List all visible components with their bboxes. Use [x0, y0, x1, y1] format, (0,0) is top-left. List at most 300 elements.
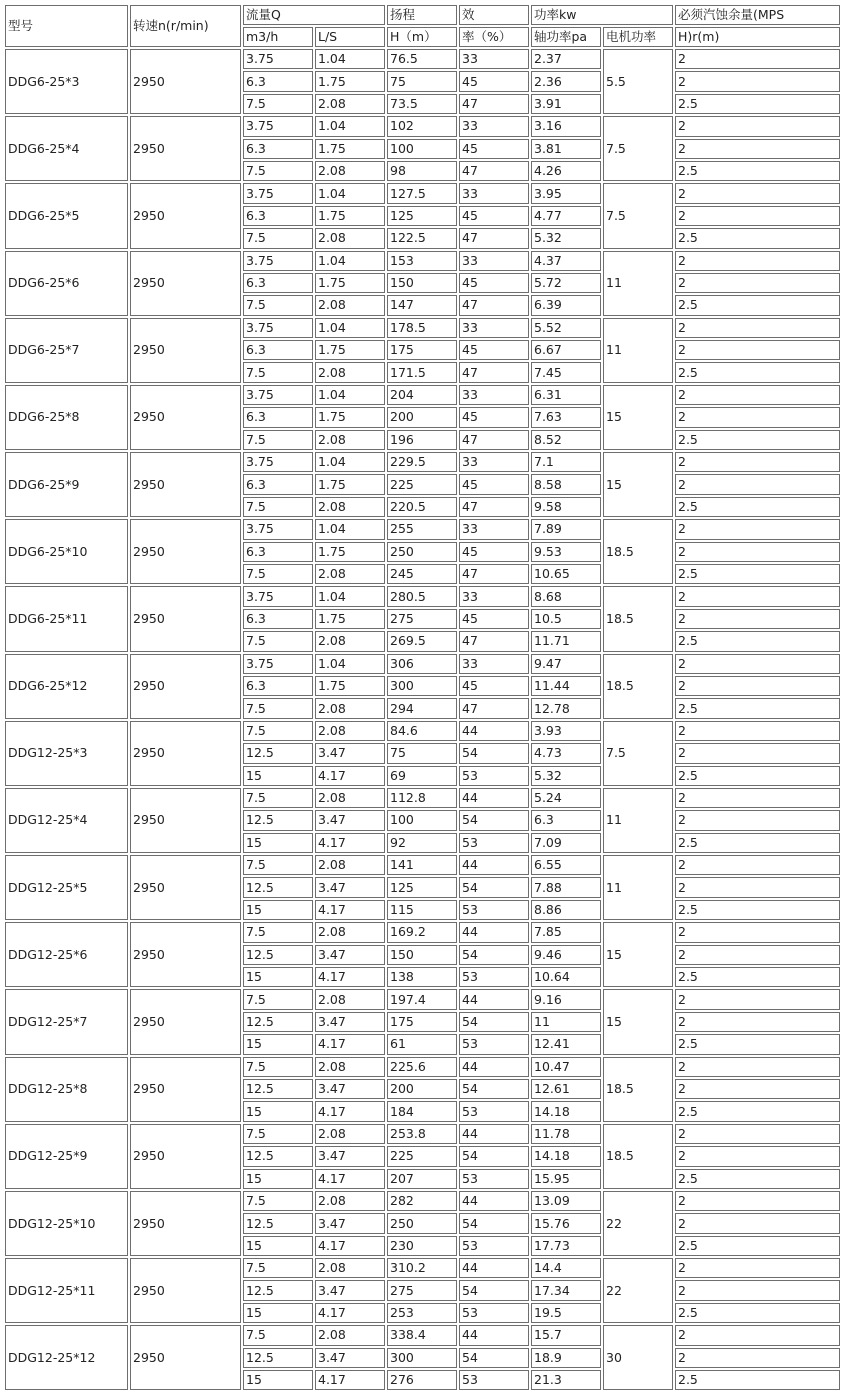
head-cell: 115 [387, 900, 457, 920]
flow-ls-cell: 1.04 [315, 586, 385, 606]
flow-ls-cell: 1.04 [315, 251, 385, 271]
npsh-cell: 2 [675, 183, 840, 203]
head-cell: 127.5 [387, 183, 457, 203]
npsh-cell: 2 [675, 71, 840, 91]
efficiency-cell: 54 [459, 1213, 529, 1233]
flow-ls-cell: 2.08 [315, 497, 385, 517]
flow-m3h-cell: 12.5 [243, 1012, 313, 1032]
model-cell: DDG6-25*6 [5, 251, 128, 316]
model-cell: DDG12-25*11 [5, 1258, 128, 1323]
efficiency-cell: 44 [459, 1325, 529, 1345]
efficiency-cell: 54 [459, 1012, 529, 1032]
flow-m3h-cell: 12.5 [243, 743, 313, 763]
efficiency-cell: 33 [459, 116, 529, 136]
flow-ls-cell: 1.04 [315, 49, 385, 69]
flow-ls-cell: 2.08 [315, 94, 385, 114]
npsh-cell: 2.5 [675, 766, 840, 786]
shaft-power-cell: 11.44 [531, 676, 601, 696]
head-cell: 338.4 [387, 1325, 457, 1345]
table-row [5, 251, 840, 271]
npsh-cell: 2.5 [675, 1034, 840, 1054]
flow-ls-cell: 2.08 [315, 295, 385, 315]
head-cell: 282 [387, 1191, 457, 1211]
flow-ls-cell: 3.47 [315, 1146, 385, 1166]
npsh-cell: 2.5 [675, 833, 840, 853]
header-model: 型号 [5, 5, 128, 47]
table-row [5, 654, 840, 674]
flow-ls-cell: 1.04 [315, 654, 385, 674]
efficiency-cell: 44 [459, 1258, 529, 1278]
flow-m3h-cell: 6.3 [243, 273, 313, 293]
head-cell: 230 [387, 1236, 457, 1256]
shaft-power-cell: 9.53 [531, 542, 601, 562]
table-row [5, 318, 840, 338]
efficiency-cell: 45 [459, 273, 529, 293]
flow-ls-cell: 4.17 [315, 900, 385, 920]
motor-power-cell: 18.5 [603, 654, 673, 719]
efficiency-cell: 44 [459, 855, 529, 875]
head-cell: 100 [387, 139, 457, 159]
flow-ls-cell: 1.75 [315, 609, 385, 629]
flow-m3h-cell: 6.3 [243, 542, 313, 562]
npsh-cell: 2 [675, 721, 840, 741]
npsh-cell: 2 [675, 654, 840, 674]
npsh-cell: 2 [675, 1057, 840, 1077]
flow-ls-cell: 4.17 [315, 833, 385, 853]
flow-ls-cell: 3.47 [315, 810, 385, 830]
header-speed: 转速n(r/min) [130, 5, 241, 47]
efficiency-cell: 54 [459, 1280, 529, 1300]
head-cell: 100 [387, 810, 457, 830]
shaft-power-cell: 7.09 [531, 833, 601, 853]
npsh-cell: 2 [675, 989, 840, 1009]
speed-cell: 2950 [130, 251, 241, 316]
efficiency-cell: 33 [459, 318, 529, 338]
flow-ls-cell: 3.47 [315, 743, 385, 763]
flow-m3h-cell: 12.5 [243, 945, 313, 965]
efficiency-cell: 53 [459, 1101, 529, 1121]
flow-m3h-cell: 15 [243, 1101, 313, 1121]
table-row [5, 586, 840, 606]
npsh-cell: 2 [675, 855, 840, 875]
efficiency-cell: 54 [459, 810, 529, 830]
head-cell: 98 [387, 161, 457, 181]
efficiency-cell: 33 [459, 519, 529, 539]
head-cell: 75 [387, 71, 457, 91]
npsh-cell: 2.5 [675, 161, 840, 181]
shaft-power-cell: 3.91 [531, 94, 601, 114]
shaft-power-cell: 10.47 [531, 1057, 601, 1077]
shaft-power-cell: 9.46 [531, 945, 601, 965]
flow-m3h-cell: 12.5 [243, 877, 313, 897]
header-row-1 [5, 5, 840, 25]
npsh-cell: 2 [675, 1124, 840, 1144]
head-cell: 300 [387, 1348, 457, 1368]
npsh-cell: 2 [675, 1280, 840, 1300]
speed-cell: 2950 [130, 855, 241, 920]
head-cell: 84.6 [387, 721, 457, 741]
motor-power-cell: 22 [603, 1191, 673, 1256]
motor-power-cell: 15 [603, 922, 673, 987]
flow-m3h-cell: 6.3 [243, 139, 313, 159]
head-cell: 147 [387, 295, 457, 315]
speed-cell: 2950 [130, 49, 241, 114]
flow-m3h-cell: 7.5 [243, 698, 313, 718]
motor-power-cell: 11 [603, 251, 673, 316]
npsh-cell: 2 [675, 49, 840, 69]
flow-ls-cell: 1.75 [315, 273, 385, 293]
head-cell: 150 [387, 945, 457, 965]
flow-ls-cell: 4.17 [315, 1101, 385, 1121]
head-cell: 306 [387, 654, 457, 674]
flow-ls-cell: 1.04 [315, 116, 385, 136]
motor-power-cell: 15 [603, 989, 673, 1054]
header-efficiency-line2: 率（%） [459, 27, 529, 47]
efficiency-cell: 44 [459, 788, 529, 808]
model-cell: DDG6-25*5 [5, 183, 128, 248]
flow-m3h-cell: 7.5 [243, 1258, 313, 1278]
model-cell: DDG6-25*4 [5, 116, 128, 181]
head-cell: 207 [387, 1169, 457, 1189]
speed-cell: 2950 [130, 1325, 241, 1390]
flow-ls-cell: 2.08 [315, 922, 385, 942]
motor-power-cell: 18.5 [603, 519, 673, 584]
flow-m3h-cell: 12.5 [243, 1280, 313, 1300]
head-cell: 125 [387, 877, 457, 897]
header-shaft-power: 轴功率pa [531, 27, 601, 47]
head-cell: 175 [387, 340, 457, 360]
flow-ls-cell: 4.17 [315, 1034, 385, 1054]
head-cell: 197.4 [387, 989, 457, 1009]
model-cell: DDG12-25*3 [5, 721, 128, 786]
flow-m3h-cell: 7.5 [243, 295, 313, 315]
speed-cell: 2950 [130, 922, 241, 987]
speed-cell: 2950 [130, 1191, 241, 1256]
spec-table-container [3, 3, 842, 1392]
flow-m3h-cell: 12.5 [243, 1146, 313, 1166]
flow-m3h-cell: 15 [243, 900, 313, 920]
head-cell: 73.5 [387, 94, 457, 114]
shaft-power-cell: 8.52 [531, 430, 601, 450]
efficiency-cell: 53 [459, 967, 529, 987]
shaft-power-cell: 14.4 [531, 1258, 601, 1278]
head-cell: 171.5 [387, 362, 457, 382]
flow-ls-cell: 1.75 [315, 139, 385, 159]
model-cell: DDG6-25*12 [5, 654, 128, 719]
flow-ls-cell: 4.17 [315, 1236, 385, 1256]
table-row [5, 922, 840, 942]
head-cell: 245 [387, 564, 457, 584]
shaft-power-cell: 8.86 [531, 900, 601, 920]
efficiency-cell: 53 [459, 900, 529, 920]
efficiency-cell: 45 [459, 542, 529, 562]
table-row [5, 116, 840, 136]
npsh-cell: 2 [675, 385, 840, 405]
shaft-power-cell: 6.3 [531, 810, 601, 830]
flow-ls-cell: 1.04 [315, 385, 385, 405]
head-cell: 250 [387, 1213, 457, 1233]
flow-m3h-cell: 7.5 [243, 1191, 313, 1211]
shaft-power-cell: 4.26 [531, 161, 601, 181]
table-row [5, 519, 840, 539]
efficiency-cell: 44 [459, 1124, 529, 1144]
flow-ls-cell: 2.08 [315, 1191, 385, 1211]
npsh-cell: 2 [675, 810, 840, 830]
head-cell: 310.2 [387, 1258, 457, 1278]
flow-ls-cell: 1.75 [315, 407, 385, 427]
flow-m3h-cell: 15 [243, 967, 313, 987]
model-cell: DDG12-25*5 [5, 855, 128, 920]
npsh-cell: 2.5 [675, 698, 840, 718]
efficiency-cell: 47 [459, 631, 529, 651]
shaft-power-cell: 15.76 [531, 1213, 601, 1233]
flow-ls-cell: 3.47 [315, 945, 385, 965]
shaft-power-cell: 7.1 [531, 452, 601, 472]
shaft-power-cell: 2.37 [531, 49, 601, 69]
npsh-cell: 2 [675, 609, 840, 629]
shaft-power-cell: 11.78 [531, 1124, 601, 1144]
flow-ls-cell: 4.17 [315, 766, 385, 786]
model-cell: DDG12-25*4 [5, 788, 128, 853]
shaft-power-cell: 14.18 [531, 1146, 601, 1166]
npsh-cell: 2 [675, 1325, 840, 1345]
head-cell: 102 [387, 116, 457, 136]
efficiency-cell: 53 [459, 766, 529, 786]
head-cell: 69 [387, 766, 457, 786]
efficiency-cell: 54 [459, 743, 529, 763]
shaft-power-cell: 4.73 [531, 743, 601, 763]
npsh-cell: 2.5 [675, 362, 840, 382]
shaft-power-cell: 2.36 [531, 71, 601, 91]
speed-cell: 2950 [130, 519, 241, 584]
flow-ls-cell: 1.04 [315, 318, 385, 338]
flow-ls-cell: 2.08 [315, 1258, 385, 1278]
table-row [5, 989, 840, 1009]
npsh-cell: 2.5 [675, 430, 840, 450]
head-cell: 169.2 [387, 922, 457, 942]
efficiency-cell: 47 [459, 698, 529, 718]
flow-ls-cell: 4.17 [315, 1303, 385, 1323]
flow-ls-cell: 2.08 [315, 631, 385, 651]
npsh-cell: 2 [675, 542, 840, 562]
npsh-cell: 2 [675, 1258, 840, 1278]
npsh-cell: 2 [675, 1213, 840, 1233]
efficiency-cell: 33 [459, 183, 529, 203]
efficiency-cell: 54 [459, 1348, 529, 1368]
header-efficiency-line1: 效 [459, 5, 529, 25]
flow-m3h-cell: 7.5 [243, 1057, 313, 1077]
shaft-power-cell: 18.9 [531, 1348, 601, 1368]
shaft-power-cell: 12.78 [531, 698, 601, 718]
head-cell: 255 [387, 519, 457, 539]
npsh-cell: 2 [675, 1348, 840, 1368]
npsh-cell: 2 [675, 139, 840, 159]
npsh-cell: 2 [675, 945, 840, 965]
flow-ls-cell: 2.08 [315, 788, 385, 808]
head-cell: 250 [387, 542, 457, 562]
npsh-cell: 2 [675, 1012, 840, 1032]
flow-ls-cell: 4.17 [315, 1169, 385, 1189]
efficiency-cell: 45 [459, 340, 529, 360]
model-cell: DDG6-25*10 [5, 519, 128, 584]
flow-ls-cell: 1.75 [315, 542, 385, 562]
shaft-power-cell: 5.52 [531, 318, 601, 338]
table-row [5, 1325, 840, 1345]
efficiency-cell: 47 [459, 295, 529, 315]
shaft-power-cell: 6.67 [531, 340, 601, 360]
flow-m3h-cell: 7.5 [243, 922, 313, 942]
shaft-power-cell: 4.37 [531, 251, 601, 271]
motor-power-cell: 11 [603, 855, 673, 920]
efficiency-cell: 47 [459, 497, 529, 517]
flow-m3h-cell: 7.5 [243, 161, 313, 181]
shaft-power-cell: 5.72 [531, 273, 601, 293]
flow-ls-cell: 1.04 [315, 183, 385, 203]
npsh-cell: 2 [675, 877, 840, 897]
header-npsh-line1: 必须汽蚀余量(MPS [675, 5, 840, 25]
shaft-power-cell: 11 [531, 1012, 601, 1032]
speed-cell: 2950 [130, 452, 241, 517]
head-cell: 204 [387, 385, 457, 405]
flow-ls-cell: 1.04 [315, 519, 385, 539]
flow-m3h-cell: 15 [243, 1169, 313, 1189]
flow-ls-cell: 4.17 [315, 1370, 385, 1390]
efficiency-cell: 53 [459, 833, 529, 853]
model-cell: DDG6-25*8 [5, 385, 128, 450]
efficiency-cell: 54 [459, 1146, 529, 1166]
speed-cell: 2950 [130, 654, 241, 719]
npsh-cell: 2.5 [675, 1236, 840, 1256]
header-head-line1: 扬程 [387, 5, 457, 25]
flow-ls-cell: 2.08 [315, 1325, 385, 1345]
shaft-power-cell: 6.39 [531, 295, 601, 315]
head-cell: 150 [387, 273, 457, 293]
efficiency-cell: 54 [459, 945, 529, 965]
flow-m3h-cell: 15 [243, 1303, 313, 1323]
head-cell: 141 [387, 855, 457, 875]
efficiency-cell: 44 [459, 922, 529, 942]
flow-ls-cell: 2.08 [315, 362, 385, 382]
head-cell: 112.8 [387, 788, 457, 808]
flow-ls-cell: 2.08 [315, 564, 385, 584]
table-row [5, 452, 840, 472]
flow-m3h-cell: 7.5 [243, 1124, 313, 1144]
speed-cell: 2950 [130, 989, 241, 1054]
npsh-cell: 2 [675, 318, 840, 338]
model-cell: DDG6-25*9 [5, 452, 128, 517]
motor-power-cell: 5.5 [603, 49, 673, 114]
flow-ls-cell: 2.08 [315, 855, 385, 875]
flow-m3h-cell: 7.5 [243, 1325, 313, 1345]
head-cell: 175 [387, 1012, 457, 1032]
header-flow: 流量Q [243, 5, 385, 25]
flow-ls-cell: 3.47 [315, 1213, 385, 1233]
efficiency-cell: 53 [459, 1034, 529, 1054]
npsh-cell: 2 [675, 407, 840, 427]
flow-ls-cell: 3.47 [315, 1012, 385, 1032]
flow-m3h-cell: 15 [243, 1236, 313, 1256]
shaft-power-cell: 4.77 [531, 206, 601, 226]
header-head-line2: H（m） [387, 27, 457, 47]
efficiency-cell: 45 [459, 71, 529, 91]
flow-ls-cell: 1.04 [315, 452, 385, 472]
flow-m3h-cell: 7.5 [243, 855, 313, 875]
head-cell: 125 [387, 206, 457, 226]
flow-ls-cell: 3.47 [315, 877, 385, 897]
shaft-power-cell: 13.09 [531, 1191, 601, 1211]
shaft-power-cell: 9.47 [531, 654, 601, 674]
speed-cell: 2950 [130, 788, 241, 853]
motor-power-cell: 7.5 [603, 721, 673, 786]
shaft-power-cell: 15.7 [531, 1325, 601, 1345]
npsh-cell: 2.5 [675, 900, 840, 920]
efficiency-cell: 47 [459, 228, 529, 248]
head-cell: 75 [387, 743, 457, 763]
shaft-power-cell: 3.81 [531, 139, 601, 159]
efficiency-cell: 33 [459, 654, 529, 674]
npsh-cell: 2 [675, 1146, 840, 1166]
flow-m3h-cell: 3.75 [243, 385, 313, 405]
shaft-power-cell: 9.58 [531, 497, 601, 517]
speed-cell: 2950 [130, 318, 241, 383]
flow-m3h-cell: 6.3 [243, 676, 313, 696]
flow-ls-cell: 4.17 [315, 967, 385, 987]
flow-ls-cell: 2.08 [315, 1124, 385, 1144]
flow-m3h-cell: 7.5 [243, 228, 313, 248]
shaft-power-cell: 7.88 [531, 877, 601, 897]
flow-m3h-cell: 3.75 [243, 49, 313, 69]
motor-power-cell: 11 [603, 318, 673, 383]
flow-m3h-cell: 7.5 [243, 430, 313, 450]
head-cell: 276 [387, 1370, 457, 1390]
efficiency-cell: 47 [459, 430, 529, 450]
shaft-power-cell: 3.16 [531, 116, 601, 136]
head-cell: 229.5 [387, 452, 457, 472]
model-cell: DDG12-25*9 [5, 1124, 128, 1189]
flow-m3h-cell: 6.3 [243, 609, 313, 629]
table-row [5, 1057, 840, 1077]
header-motor-power: 电机功率 [603, 27, 673, 47]
flow-ls-cell: 1.75 [315, 340, 385, 360]
flow-m3h-cell: 6.3 [243, 474, 313, 494]
head-cell: 220.5 [387, 497, 457, 517]
flow-m3h-cell: 6.3 [243, 407, 313, 427]
spec-table-body [5, 49, 840, 1390]
flow-m3h-cell: 7.5 [243, 362, 313, 382]
npsh-cell: 2.5 [675, 1169, 840, 1189]
flow-ls-cell: 3.47 [315, 1079, 385, 1099]
shaft-power-cell: 7.63 [531, 407, 601, 427]
efficiency-cell: 53 [459, 1169, 529, 1189]
shaft-power-cell: 17.34 [531, 1280, 601, 1300]
flow-m3h-cell: 15 [243, 766, 313, 786]
efficiency-cell: 47 [459, 564, 529, 584]
npsh-cell: 2 [675, 788, 840, 808]
shaft-power-cell: 21.3 [531, 1370, 601, 1390]
flow-m3h-cell: 7.5 [243, 721, 313, 741]
npsh-cell: 2 [675, 743, 840, 763]
flow-m3h-cell: 3.75 [243, 251, 313, 271]
npsh-cell: 2.5 [675, 1101, 840, 1121]
head-cell: 76.5 [387, 49, 457, 69]
npsh-cell: 2.5 [675, 1303, 840, 1323]
shaft-power-cell: 14.18 [531, 1101, 601, 1121]
speed-cell: 2950 [130, 183, 241, 248]
shaft-power-cell: 8.68 [531, 586, 601, 606]
flow-m3h-cell: 6.3 [243, 340, 313, 360]
head-cell: 275 [387, 609, 457, 629]
pump-spec-table [3, 3, 842, 1392]
